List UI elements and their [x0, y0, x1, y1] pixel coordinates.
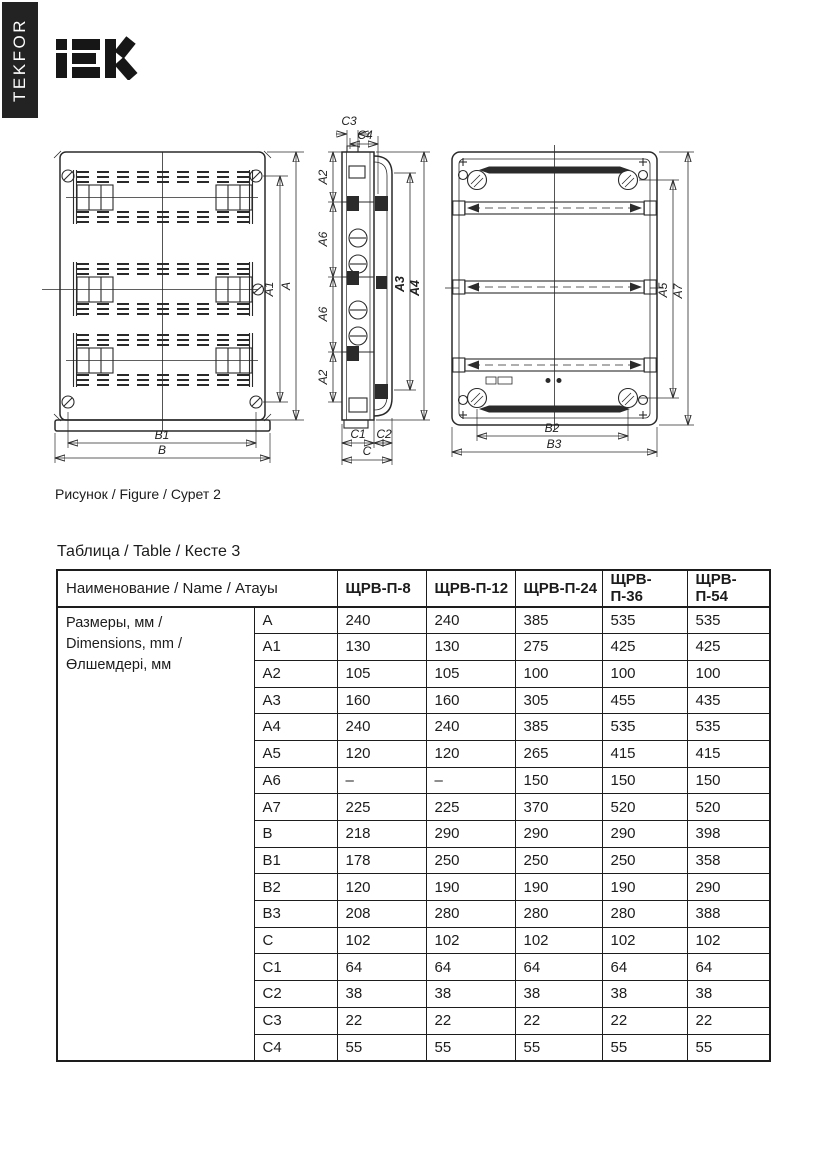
- value-cell: 22: [426, 1007, 515, 1034]
- value-cell: 425: [687, 634, 770, 661]
- value-cell: 38: [337, 981, 426, 1008]
- table-header-row: [57, 570, 770, 607]
- value-cell: 415: [687, 740, 770, 767]
- dimension-cell: A5: [254, 740, 337, 767]
- value-cell: 64: [602, 954, 687, 981]
- column-header-model: ЩРВ-П-24: [515, 570, 602, 607]
- dimension-cell: A2: [254, 660, 337, 687]
- dim-label-a5: A5: [656, 282, 670, 298]
- value-cell: 55: [337, 1034, 426, 1061]
- value-cell: 190: [426, 874, 515, 901]
- value-cell: 178: [337, 847, 426, 874]
- side-view-drawing: [316, 108, 440, 476]
- value-cell: 130: [337, 634, 426, 661]
- figure-caption: Рисунок / Figure / Сурет 2: [55, 486, 221, 502]
- value-cell: 105: [426, 660, 515, 687]
- value-cell: 305: [515, 687, 602, 714]
- value-cell: 218: [337, 821, 426, 848]
- value-cell: 120: [337, 740, 426, 767]
- dimension-cell: C: [254, 927, 337, 954]
- value-cell: 102: [602, 927, 687, 954]
- value-cell: 150: [602, 767, 687, 794]
- dim-label-c2: C2: [376, 427, 392, 441]
- dimension-cell: B3: [254, 901, 337, 928]
- value-cell: 100: [687, 660, 770, 687]
- value-cell: 102: [687, 927, 770, 954]
- dim-label-a6-lower: A6: [316, 306, 330, 322]
- row-group-label-line: Dimensions, mm /: [66, 635, 183, 652]
- value-cell: 190: [602, 874, 687, 901]
- column-header-model: ЩРВ-П-54: [687, 570, 770, 607]
- dimension-cell: C2: [254, 981, 337, 1008]
- value-cell: 385: [515, 607, 602, 634]
- value-cell: –: [426, 767, 515, 794]
- value-cell: 64: [687, 954, 770, 981]
- dim-label-a: A: [279, 281, 293, 291]
- value-cell: 520: [687, 794, 770, 821]
- row-group-label-line: Размеры, мм /: [66, 614, 163, 631]
- series-tab: [2, 2, 38, 118]
- value-cell: 265: [515, 740, 602, 767]
- value-cell: 22: [687, 1007, 770, 1034]
- value-cell: 240: [426, 607, 515, 634]
- value-cell: 190: [515, 874, 602, 901]
- value-cell: 120: [337, 874, 426, 901]
- table-row: [57, 607, 770, 634]
- dim-label-b2: B2: [544, 421, 560, 435]
- dim-label-a2-top: A2: [316, 169, 330, 185]
- value-cell: –: [337, 767, 426, 794]
- dim-label-b3: B3: [546, 437, 562, 451]
- value-cell: 22: [602, 1007, 687, 1034]
- value-cell: 225: [337, 794, 426, 821]
- dim-label-b: B: [157, 443, 167, 457]
- row-group-label: [57, 607, 254, 1062]
- value-cell: 102: [515, 927, 602, 954]
- value-cell: 290: [426, 821, 515, 848]
- value-cell: 100: [515, 660, 602, 687]
- value-cell: 102: [426, 927, 515, 954]
- value-cell: 240: [426, 714, 515, 741]
- value-cell: 275: [515, 634, 602, 661]
- value-cell: 415: [602, 740, 687, 767]
- dim-label-a4: A4: [408, 280, 422, 296]
- value-cell: 22: [515, 1007, 602, 1034]
- front-view-drawing: [40, 136, 316, 472]
- value-cell: 370: [515, 794, 602, 821]
- value-cell: 225: [426, 794, 515, 821]
- value-cell: 250: [515, 847, 602, 874]
- value-cell: 290: [515, 821, 602, 848]
- value-cell: 130: [426, 634, 515, 661]
- column-header-model: ЩРВ-П-12: [426, 570, 515, 607]
- value-cell: 150: [687, 767, 770, 794]
- dim-label-c4: C4: [357, 128, 373, 142]
- value-cell: 425: [602, 634, 687, 661]
- value-cell: 64: [515, 954, 602, 981]
- dimension-cell: A4: [254, 714, 337, 741]
- front-module-rows: [66, 170, 258, 387]
- dimension-cell: A6: [254, 767, 337, 794]
- dimension-cell: A: [254, 607, 337, 634]
- value-cell: 38: [687, 981, 770, 1008]
- dim-label-a1: A1: [262, 281, 276, 297]
- iek-logo-glyphs: [46, 30, 140, 80]
- row-group-label-line: Өлшемдері, мм: [66, 656, 172, 673]
- value-cell: 535: [687, 714, 770, 741]
- value-cell: 435: [687, 687, 770, 714]
- value-cell: 280: [515, 901, 602, 928]
- value-cell: 208: [337, 901, 426, 928]
- dimension-cell: B2: [254, 874, 337, 901]
- dim-label-b1: B1: [154, 428, 170, 442]
- value-cell: 250: [602, 847, 687, 874]
- value-cell: 38: [515, 981, 602, 1008]
- dim-label-a3: A3: [393, 276, 407, 292]
- value-cell: 55: [687, 1034, 770, 1061]
- value-cell: 535: [602, 714, 687, 741]
- value-cell: 120: [426, 740, 515, 767]
- value-cell: 455: [602, 687, 687, 714]
- dim-label-c1: C1: [350, 427, 366, 441]
- value-cell: 64: [337, 954, 426, 981]
- value-cell: 160: [426, 687, 515, 714]
- dim-label-a7: A7: [671, 283, 685, 299]
- value-cell: 398: [687, 821, 770, 848]
- value-cell: 105: [337, 660, 426, 687]
- dimension-cell: A7: [254, 794, 337, 821]
- side-dimensions: [316, 114, 430, 465]
- value-cell: 38: [602, 981, 687, 1008]
- dim-label-c3: C3: [341, 114, 357, 128]
- table-title: Таблица / Table / Кесте 3: [57, 543, 241, 560]
- value-cell: 22: [337, 1007, 426, 1034]
- value-cell: 64: [426, 954, 515, 981]
- column-header-name: Наименование / Name / Атауы: [57, 570, 337, 607]
- value-cell: 55: [602, 1034, 687, 1061]
- value-cell: 240: [337, 607, 426, 634]
- column-header-model: ЩРВ-П-8: [337, 570, 426, 607]
- dimension-cell: A1: [254, 634, 337, 661]
- back-mount-holes: [459, 158, 648, 419]
- dimension-cell: C3: [254, 1007, 337, 1034]
- value-cell: 520: [602, 794, 687, 821]
- value-cell: 150: [515, 767, 602, 794]
- value-cell: 55: [515, 1034, 602, 1061]
- dimensions-table: [56, 569, 771, 1062]
- value-cell: 290: [687, 874, 770, 901]
- side-body-outline: [342, 146, 392, 428]
- side-knockouts: [349, 229, 367, 345]
- value-cell: 280: [602, 901, 687, 928]
- value-cell: 240: [337, 714, 426, 741]
- value-cell: 102: [337, 927, 426, 954]
- value-cell: 280: [426, 901, 515, 928]
- value-cell: 290: [602, 821, 687, 848]
- dim-label-a6-upper: A6: [316, 231, 330, 247]
- dimension-cell: C4: [254, 1034, 337, 1061]
- dimension-cell: B1: [254, 847, 337, 874]
- value-cell: 388: [687, 901, 770, 928]
- value-cell: 358: [687, 847, 770, 874]
- value-cell: 535: [687, 607, 770, 634]
- dim-label-a2-bottom: A2: [316, 369, 330, 385]
- value-cell: 250: [426, 847, 515, 874]
- front-dimensions: [55, 152, 304, 463]
- dimension-cell: C1: [254, 954, 337, 981]
- dimension-cell: A3: [254, 687, 337, 714]
- dimension-cell: B: [254, 821, 337, 848]
- dim-label-c: C: [362, 444, 372, 458]
- iek-logo: [46, 30, 140, 80]
- value-cell: 38: [426, 981, 515, 1008]
- value-cell: 55: [426, 1034, 515, 1061]
- value-cell: 100: [602, 660, 687, 687]
- value-cell: 385: [515, 714, 602, 741]
- series-tab-label: TEKFOR: [10, 18, 30, 102]
- column-header-model: ЩРВ-П-36: [602, 570, 687, 607]
- value-cell: 535: [602, 607, 687, 634]
- back-view-drawing: [432, 138, 728, 472]
- value-cell: 160: [337, 687, 426, 714]
